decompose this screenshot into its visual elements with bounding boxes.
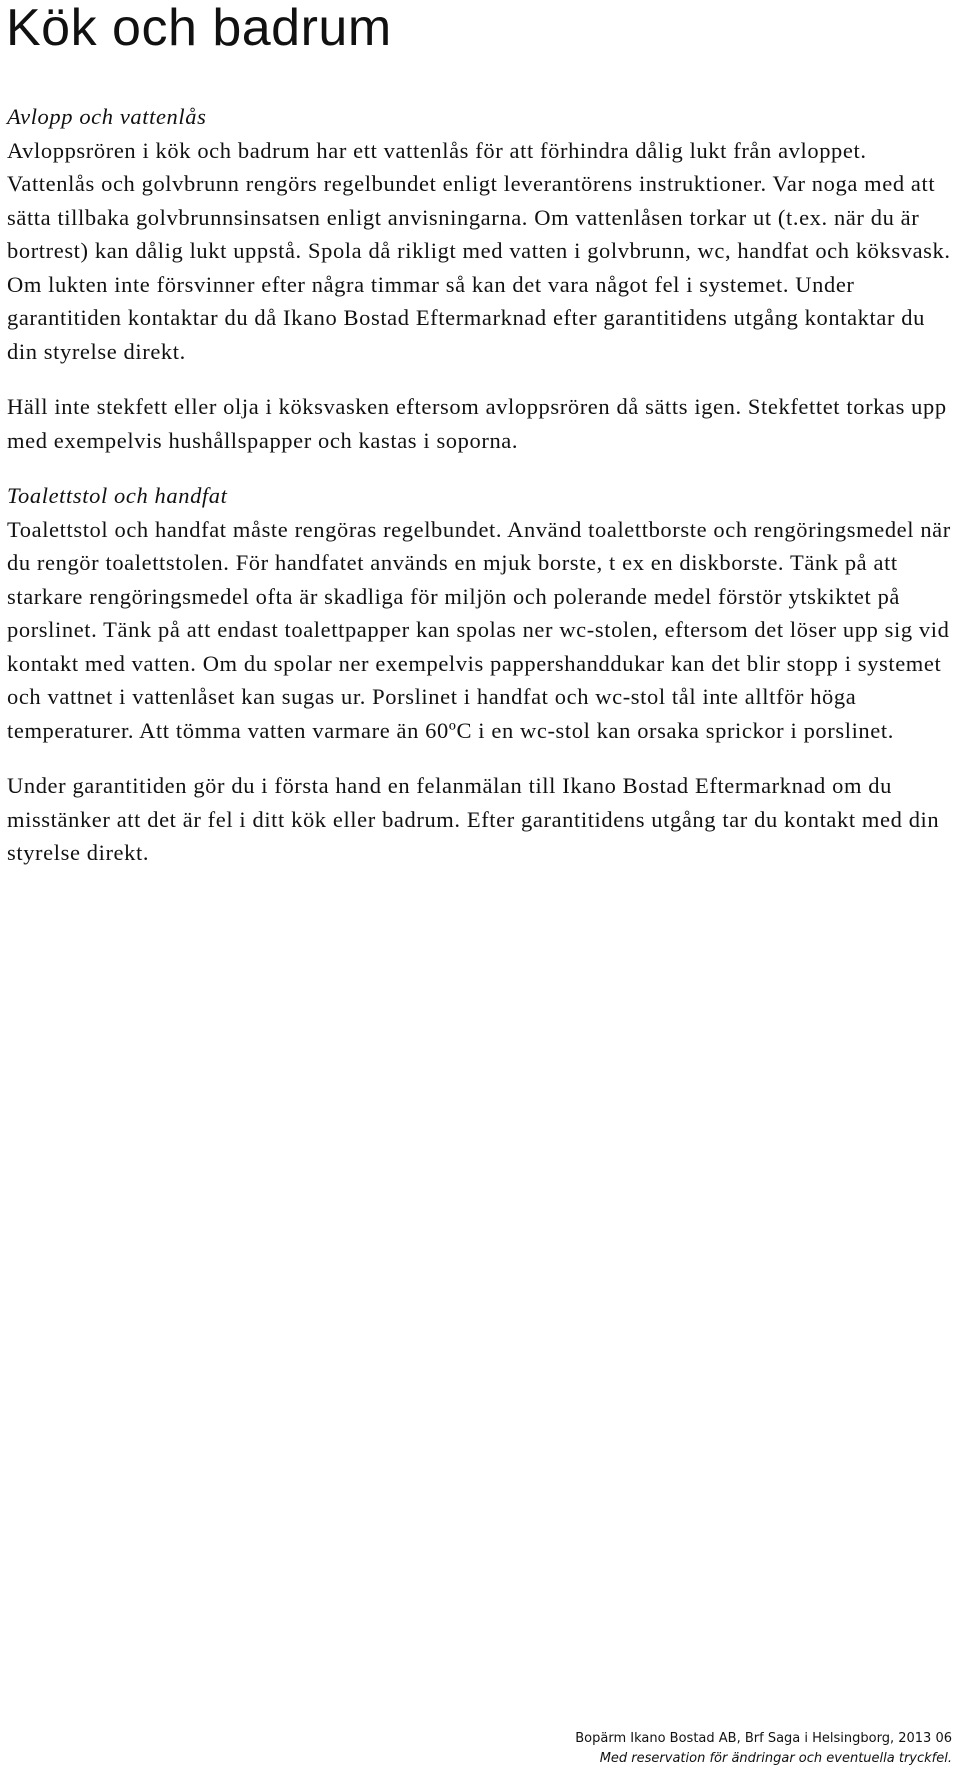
page-footer (575, 1729, 952, 1769)
section-heading-drain: Avlopp och vattenlås (7, 104, 207, 129)
paragraph-drain: Avloppsrören i kök och badrum har ett vattenlås för att förhindra dålig lukt från avloppet. Vattenlås och golvbrunn rengörs regelbundet enligt leverantörens instruktioner. Var noga med att sätta tillbaka golvbrunnsinsatsen enligt anvisningarna. Om vattenlåsen torkar ut (t.ex. när du är bortrest) kan dålig lukt uppstå. Spola då rikligt med vatten i golvbrunn, wc, handfat och köksvask. Om lukten inte försvinner efter några timmar så kan det vara något fel i systemet. Under garantitiden kontaktar du då Ikano Bostad Eftermarknad efter garantitidens utgång kontaktar du din styrelse direkt. (7, 137, 951, 364)
paragraph-gap (7, 457, 957, 479)
paragraph-grease: Häll inte stekfett eller olja i köksvasken eftersom avloppsrören då sätts igen. Stekfettet torkas upp med exempelvis hushållspapper och kastas i soporna. (7, 394, 947, 453)
page-title: Kök och badrum (6, 0, 392, 57)
paragraph-gap (7, 368, 957, 390)
document-body (7, 100, 957, 870)
paragraph-gap (7, 747, 957, 769)
paragraph-warranty: Under garantitiden gör du i första hand en felanmälan till Ikano Bostad Eftermarknad om du misstänker att det är fel i ditt kök eller badrum. Efter garantitidens utgång tar du kontakt med din styrelse direkt. (7, 773, 940, 865)
section-heading-toilet: Toalettstol och handfat (7, 483, 228, 508)
footer-publisher: Bopärm Ikano Bostad AB, Brf Saga i Helsingborg, 2013 06 (575, 1731, 952, 1746)
footer-disclaimer: Med reservation för ändringar och eventuella tryckfel. (599, 1751, 952, 1766)
paragraph-toilet: Toalettstol och handfat måste rengöras regelbundet. Använd toalettborste och rengöringsmedel när du rengör toalettstolen. För handfatet används en mjuk borste, t ex en diskborste. Tänk på att starkare rengöringsmedel ofta är skadliga för miljön och polerande medel förstör ytskiktet på porslinet. Tänk på att endast toalettpapper kan spolas ner wc-stolen, eftersom det löser upp sig vid kontakt med vatten. Om du spolar ner exempelvis pappershanddukar kan det blir stopp i systemet och vattnet i vattenlåset kan sugas ur. Porslinet i handfat och wc-stol tål inte alltför höga temperaturer. Att tömma vatten varmare än 60ºC i en wc-stol kan orsaka sprickor i porslinet. (7, 516, 951, 743)
